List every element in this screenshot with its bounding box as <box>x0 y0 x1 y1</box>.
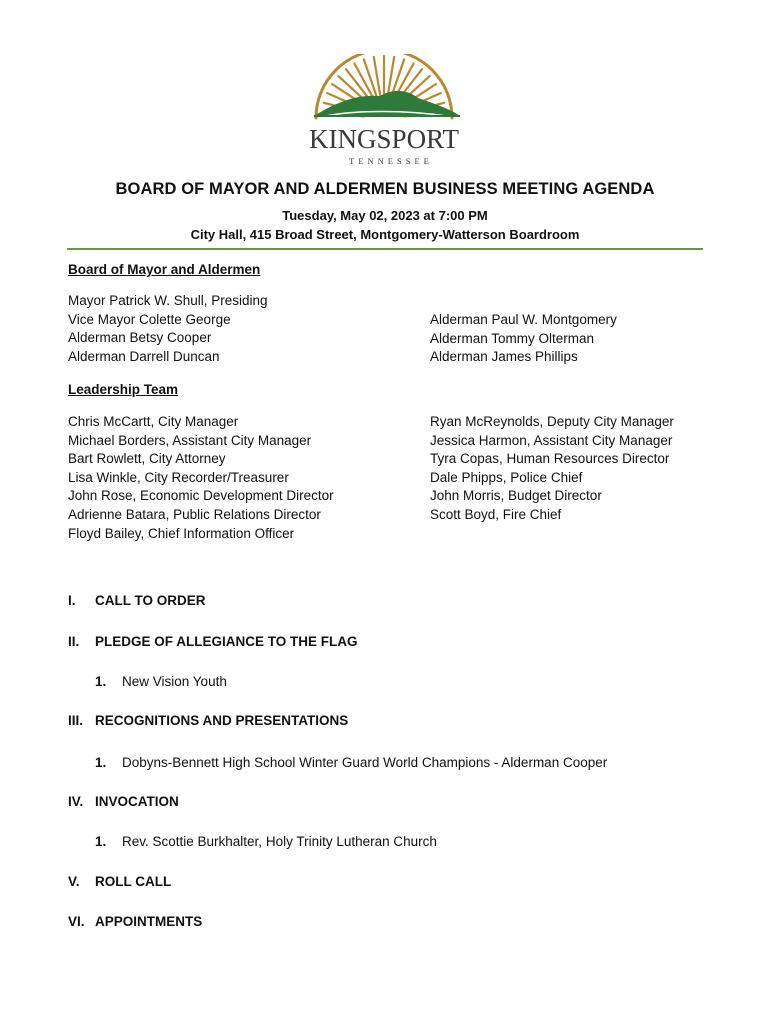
kingsport-logo <box>296 54 472 170</box>
leader: Adrienne Batara, Public Relations Director <box>68 506 321 522</box>
leadership-list-left <box>68 413 334 543</box>
subitem-text: Dobyns-Bennett High School Winter Guard World Champions - Alderman Cooper <box>122 755 608 770</box>
agenda-number: II. <box>68 634 80 649</box>
subitem-number: 1. <box>95 674 107 689</box>
agenda-number: III. <box>68 713 84 728</box>
board-member: Alderman James Phillips <box>430 349 578 365</box>
leader: Chris McCartt, City Manager <box>68 414 239 429</box>
agenda-item-roll-call <box>68 874 171 889</box>
subitem-number: 1. <box>95 755 107 770</box>
agenda-item-invocation <box>68 794 179 809</box>
leadership-list-right <box>430 413 674 525</box>
agenda-subitem <box>95 674 227 689</box>
board-heading: Board of Mayor and Aldermen <box>68 262 261 277</box>
page-title: BOARD OF MAYOR AND ALDERMEN BUSINESS MEETING AGENDA <box>115 180 655 198</box>
leader: Tyra Copas, Human Resources Director <box>430 451 670 467</box>
logo-wordmark: KINGSPORT <box>309 124 459 154</box>
leader: Scott Boyd, Fire Chief <box>430 506 562 522</box>
leader: Ryan McReynolds, Deputy City Manager <box>430 414 674 429</box>
board-member: Alderman Tommy Olterman <box>430 330 595 346</box>
agenda-number: I. <box>68 593 76 608</box>
leader: Michael Borders, Assistant City Manager <box>68 432 312 448</box>
agenda-title: CALL TO ORDER <box>95 593 206 608</box>
agenda-title: APPOINTMENTS <box>95 914 203 929</box>
agenda-subitem <box>95 755 607 770</box>
board-member: Alderman Darrell Duncan <box>68 348 220 364</box>
agenda-title: ROLL CALL <box>95 874 172 889</box>
leader: John Morris, Budget Director <box>430 488 602 504</box>
agenda-item-call-to-order <box>68 593 206 608</box>
leader: Bart Rowlett, City Attorney <box>68 451 226 467</box>
meeting-location: City Hall, 415 Broad Street, Montgomery-Watterson Boardroom <box>190 227 580 242</box>
leader: Jessica Harmon, Assistant City Manager <box>430 432 673 448</box>
leader: Dale Phipps, Police Chief <box>430 469 583 485</box>
agenda-item-recognitions <box>68 713 348 728</box>
board-member: Vice Mayor Colette George <box>68 311 231 327</box>
agenda-title: INVOCATION <box>95 794 179 809</box>
board-list-right <box>430 311 617 367</box>
subitem-text: Rev. Scottie Burkhalter, Holy Trinity Lutheran Church <box>122 834 437 849</box>
agenda-title: RECOGNITIONS AND PRESENTATIONS <box>95 713 349 728</box>
leader: Lisa Winkle, City Recorder/Treasurer <box>68 469 289 485</box>
meeting-date-time: Tuesday, May 02, 2023 at 7:00 PM <box>282 208 488 223</box>
agenda-number: VI. <box>68 914 85 929</box>
header-divider <box>67 248 703 250</box>
board-member: Alderman Paul W. Montgomery <box>430 312 617 327</box>
board-member: Mayor Patrick W. Shull, Presiding <box>68 293 268 308</box>
board-list-left <box>68 292 268 366</box>
board-member: Alderman Betsy Cooper <box>68 330 212 346</box>
agenda-number: V. <box>68 874 80 889</box>
leader: John Rose, Economic Development Director <box>68 488 334 504</box>
agenda-number: IV. <box>68 794 84 809</box>
agenda-item-pledge <box>68 634 358 649</box>
subitem-number: 1. <box>95 834 107 849</box>
agenda-subitem <box>95 834 437 849</box>
leader: Floyd Bailey, Chief Information Officer <box>68 525 295 541</box>
logo-state: TENNESSEE <box>349 156 433 166</box>
leadership-heading: Leadership Team <box>68 382 179 397</box>
subitem-text: New Vision Youth <box>122 674 227 689</box>
agenda-title: PLEDGE OF ALLEGIANCE TO THE FLAG <box>95 634 358 649</box>
agenda-item-appointments <box>68 914 202 929</box>
